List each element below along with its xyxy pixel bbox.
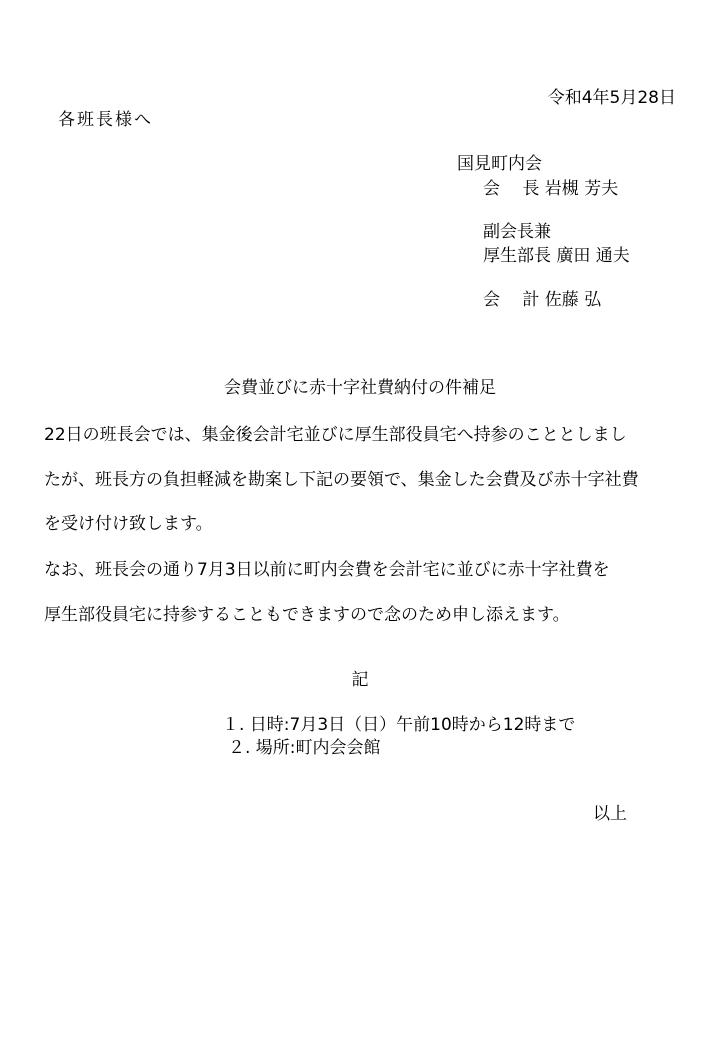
addressee: 各班長様へ [58,110,153,130]
signatory-welfare-head: 厚生部長 廣田 通夫 [483,246,630,266]
signatory-treasurer: 会 計 佐藤 弘 [483,290,602,310]
detail-item-datetime: １. 日時:7月3日（日）午前10時から12時まで [222,715,576,735]
document-date: 令和4年5月28日 [547,88,676,108]
document-title: 会費並びに赤十字社費納付の件補足 [224,378,496,398]
sender-organization: 国見町内会 [457,154,542,174]
signatory-president: 会 長 岩槻 芳夫 [483,179,619,199]
body-line: たが、班長方の負担軽減を勘案し下記の要領で、集金した会費及び赤十字社費 [44,470,639,490]
closing-mark: 以上 [593,804,627,824]
body-line: 厚生部役員宅に持参することもできますので念のため申し添えます。 [44,605,570,625]
body-line: なお、班長会の通り7月3日以前に町内会費を会計宅に並びに赤十字社費を [44,560,610,580]
ki-heading: 記 [351,670,369,690]
signatory-vice-president-role: 副会長兼 [483,222,551,242]
body-line: 22日の班長会では、集金後会計宅並びに厚生部役員宅へ持参のこととしまし [44,425,627,445]
detail-item-location: ２. 場所:町内会会館 [228,738,381,758]
body-line: を受け付け致します。 [44,514,213,534]
